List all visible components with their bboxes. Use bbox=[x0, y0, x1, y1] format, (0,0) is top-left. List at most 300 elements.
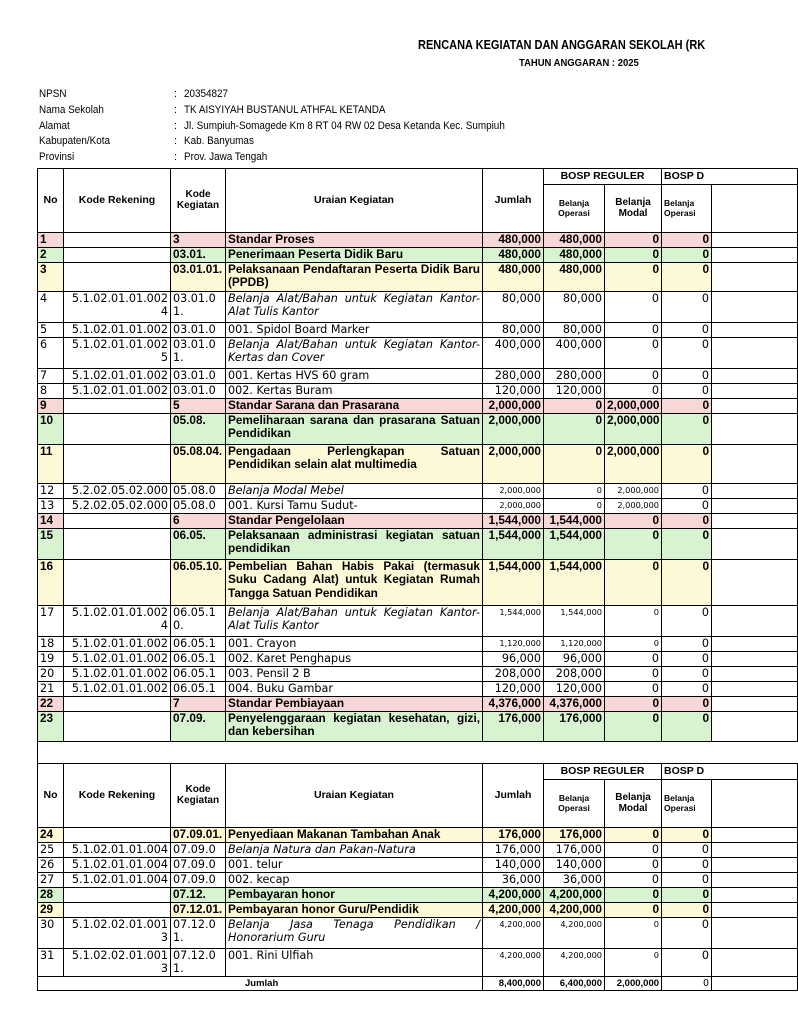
cell-uraian: 001. Kertas HVS 60 gram bbox=[226, 369, 483, 384]
cell-no: 27 bbox=[38, 873, 64, 888]
cell-belanja-operasi: 280,000 bbox=[544, 369, 605, 384]
cell-belanja-operasi: 208,000 bbox=[544, 667, 605, 682]
cell-belanja-modal: 0 bbox=[605, 606, 662, 637]
cell-kode-kegiatan: 06.05.1 0. bbox=[171, 606, 226, 637]
table-row bbox=[38, 323, 798, 338]
cell-bosp-d: 0 bbox=[662, 949, 712, 977]
cell-bosp-d: 0 bbox=[662, 233, 712, 248]
cell-uraian: Pelaksanaan administrasi kegiatan satuan pendidikan bbox=[226, 529, 483, 560]
table-row bbox=[38, 652, 798, 667]
info-nama: Nama Sekolah : TK AISYIYAH BUSTANUL ATHFAL KETANDA bbox=[39, 103, 386, 116]
table-body bbox=[38, 169, 798, 991]
cell-no: 1 bbox=[38, 233, 64, 248]
cell-kode-rekening bbox=[64, 414, 171, 445]
table-row bbox=[38, 529, 798, 560]
cell-belanja-operasi: 0 bbox=[544, 414, 605, 445]
cell-jumlah: 480,000 bbox=[483, 263, 544, 292]
cell-belanja-modal: 0 bbox=[605, 560, 662, 606]
info-kabupaten: Kabupaten/Kota : Kab. Banyumas bbox=[39, 135, 254, 148]
cell-belanja-modal: 2,000,000 bbox=[605, 445, 662, 484]
col-no-header: No bbox=[38, 764, 64, 828]
col-jumlah-header: Jumlah bbox=[483, 764, 544, 828]
cell-kode-kegiatan: 07.09.01. bbox=[171, 828, 226, 843]
cell-kode-rekening bbox=[64, 560, 171, 606]
table-row bbox=[38, 514, 798, 529]
cell-kode-kegiatan: 06.05.10. bbox=[171, 560, 226, 606]
cell-uraian: 002. Karet Penghapus bbox=[226, 652, 483, 667]
cell-kode-rekening bbox=[64, 233, 171, 248]
cell-bosp-d: 0 bbox=[662, 529, 712, 560]
cell-bosp-d: 0 bbox=[662, 445, 712, 484]
col-bosp-d-operasi-header: Belanja Operasi bbox=[662, 185, 712, 233]
cell-kode-rekening bbox=[64, 248, 171, 263]
cell-bosp-d: 0 bbox=[662, 873, 712, 888]
cell-kode-rekening bbox=[64, 903, 171, 918]
total-label: Jumlah bbox=[38, 976, 483, 990]
cell-belanja-modal: 0 bbox=[605, 903, 662, 918]
cell-bosp-d: 0 bbox=[662, 697, 712, 712]
cell-uraian: Penyediaan Makanan Tambahan Anak bbox=[226, 828, 483, 843]
cell-belanja-modal: 0 bbox=[605, 667, 662, 682]
col-uraian-header: Uraian Kegiatan bbox=[226, 169, 483, 233]
cell-belanja-operasi: 1,544,000 bbox=[544, 529, 605, 560]
cell-kode-rekening: 5.1.02.01.01.002 5 bbox=[64, 338, 171, 369]
cell-uraian: Standar Pembiayaan bbox=[226, 697, 483, 712]
cell-belanja-modal: 0 bbox=[605, 637, 662, 652]
table-row bbox=[38, 828, 798, 843]
cell-kode-rekening: 5.2.02.05.02.000 bbox=[64, 484, 171, 499]
table-row bbox=[38, 873, 798, 888]
cell-kode-kegiatan: 5 bbox=[171, 399, 226, 414]
cell-belanja-operasi: 480,000 bbox=[544, 263, 605, 292]
cell-no: 19 bbox=[38, 652, 64, 667]
table-row bbox=[38, 843, 798, 858]
cell-kode-kegiatan: 06.05.1 bbox=[171, 682, 226, 697]
cell-belanja-modal: 0 bbox=[605, 697, 662, 712]
cell-kode-kegiatan: 07.09.0 bbox=[171, 843, 226, 858]
cell-belanja-operasi: 4,200,000 bbox=[544, 918, 605, 949]
cell-no: 24 bbox=[38, 828, 64, 843]
cell-jumlah: 2,000,000 bbox=[483, 399, 544, 414]
cell-belanja-operasi: 1,544,000 bbox=[544, 560, 605, 606]
cell-belanja-operasi: 4,200,000 bbox=[544, 888, 605, 903]
cell-bosp-d: 0 bbox=[662, 338, 712, 369]
cell-no: 14 bbox=[38, 514, 64, 529]
cell-no: 31 bbox=[38, 949, 64, 977]
cell-jumlah: 2,000,000 bbox=[483, 414, 544, 445]
total-belanja-modal: 2,000,000 bbox=[605, 976, 662, 990]
cell-belanja-modal: 0 bbox=[605, 369, 662, 384]
cell-bosp-d: 0 bbox=[662, 828, 712, 843]
cell-kode-rekening: 5.1.02.01.01.002 bbox=[64, 667, 171, 682]
cell-uraian: 003. Pensil 2 B bbox=[226, 667, 483, 682]
cell-bosp-d: 0 bbox=[662, 514, 712, 529]
cell-jumlah: 280,000 bbox=[483, 369, 544, 384]
col-kode-kegiatan-header: Kode Kegiatan bbox=[171, 169, 226, 233]
cell-uraian: Standar Pengelolaan bbox=[226, 514, 483, 529]
cell-kode-rekening: 5.1.02.01.01.004 bbox=[64, 873, 171, 888]
cell-jumlah: 120,000 bbox=[483, 682, 544, 697]
table-row bbox=[38, 499, 798, 514]
cell-bosp-d: 0 bbox=[662, 637, 712, 652]
cell-kode-rekening: 5.1.02.02.01.001 3 bbox=[64, 918, 171, 949]
cell-bosp-d: 0 bbox=[662, 414, 712, 445]
cell-kode-rekening: 5.1.02.01.01.002 4 bbox=[64, 606, 171, 637]
cell-uraian: Pelaksanaan Pendaftaran Peserta Didik Baru (PPDB) bbox=[226, 263, 483, 292]
cell-belanja-operasi: 1,544,000 bbox=[544, 606, 605, 637]
col-jumlah-header: Jumlah bbox=[483, 169, 544, 233]
cell-kode-rekening bbox=[64, 263, 171, 292]
cell-belanja-operasi: 1,544,000 bbox=[544, 514, 605, 529]
cell-no: 23 bbox=[38, 712, 64, 742]
cell-no: 22 bbox=[38, 697, 64, 712]
cell-belanja-modal: 0 bbox=[605, 682, 662, 697]
cell-no: 3 bbox=[38, 263, 64, 292]
cell-uraian: 001. Spidol Board Marker bbox=[226, 323, 483, 338]
cell-kode-rekening: 5.1.02.01.01.002 bbox=[64, 384, 171, 399]
budget-table bbox=[37, 168, 798, 991]
info-alamat: Alamat : Jl. Sumpiuh-Somagede Km 8 RT 04 RW 02 Desa Ketanda Kec. Sumpiuh bbox=[39, 119, 505, 132]
cell-belanja-modal: 0 bbox=[605, 652, 662, 667]
cell-jumlah: 120,000 bbox=[483, 384, 544, 399]
cell-kode-rekening: 5.1.02.01.01.004 bbox=[64, 858, 171, 873]
cell-belanja-operasi: 4,376,000 bbox=[544, 697, 605, 712]
cell-uraian: Belanja Alat/Bahan untuk Kegiatan Kantor-Alat Tulis Kantor bbox=[226, 606, 483, 637]
cell-bosp-d: 0 bbox=[662, 369, 712, 384]
cell-uraian: Penyelenggaraan kegiatan kesehatan, gizi, dan kebersihan bbox=[226, 712, 483, 742]
cell-no: 13 bbox=[38, 499, 64, 514]
cell-jumlah: 176,000 bbox=[483, 712, 544, 742]
cell-kode-kegiatan: 7 bbox=[171, 697, 226, 712]
cell-bosp-d: 0 bbox=[662, 888, 712, 903]
table-page-gap bbox=[38, 742, 798, 764]
cell-uraian: Pembelian Bahan Habis Pakai (termasuk Suku Cadang Alat) untuk Kegiatan Rumah Tangga Satuan Pendidikan bbox=[226, 560, 483, 606]
col-kode-rekening-header: Kode Rekening bbox=[64, 764, 171, 828]
cell-kode-kegiatan: 07.12.01. bbox=[171, 903, 226, 918]
cell-kode-rekening: 5.1.02.01.01.004 bbox=[64, 843, 171, 858]
cell-jumlah: 4,200,000 bbox=[483, 888, 544, 903]
cell-no: 16 bbox=[38, 560, 64, 606]
cell-belanja-operasi: 0 bbox=[544, 484, 605, 499]
cell-kode-rekening bbox=[64, 399, 171, 414]
cell-belanja-operasi: 480,000 bbox=[544, 248, 605, 263]
col-bosp-d-header: BOSP D bbox=[662, 169, 798, 185]
cell-jumlah: 480,000 bbox=[483, 248, 544, 263]
info-provinsi: Provinsi : Prov. Jawa Tengah bbox=[39, 151, 268, 164]
cell-jumlah: 2,000,000 bbox=[483, 499, 544, 514]
cell-kode-kegiatan: 03.01.0 bbox=[171, 369, 226, 384]
cell-belanja-modal: 0 bbox=[605, 712, 662, 742]
cell-belanja-modal: 0 bbox=[605, 338, 662, 369]
cell-kode-kegiatan: 03.01.01. bbox=[171, 263, 226, 292]
cell-belanja-operasi: 36,000 bbox=[544, 873, 605, 888]
table-row bbox=[38, 712, 798, 742]
cell-jumlah: 4,376,000 bbox=[483, 697, 544, 712]
cell-jumlah: 80,000 bbox=[483, 323, 544, 338]
cell-belanja-operasi: 96,000 bbox=[544, 652, 605, 667]
cell-belanja-operasi: 4,200,000 bbox=[544, 903, 605, 918]
cell-belanja-modal: 0 bbox=[605, 323, 662, 338]
cell-no: 2 bbox=[38, 248, 64, 263]
table-row bbox=[38, 682, 798, 697]
cell-belanja-operasi: 0 bbox=[544, 399, 605, 414]
table-row bbox=[38, 697, 798, 712]
cell-kode-kegiatan: 07.09.0 bbox=[171, 873, 226, 888]
table-row bbox=[38, 445, 798, 484]
cell-kode-rekening bbox=[64, 514, 171, 529]
cell-jumlah: 1,544,000 bbox=[483, 529, 544, 560]
cell-kode-kegiatan: 07.09.0 bbox=[171, 858, 226, 873]
cell-belanja-modal: 2,000,000 bbox=[605, 399, 662, 414]
table-header-row bbox=[38, 169, 798, 185]
cell-kode-rekening bbox=[64, 529, 171, 560]
cell-kode-rekening: 5.1.02.02.01.001 3 bbox=[64, 949, 171, 977]
cell-uraian: Belanja Modal Mebel bbox=[226, 484, 483, 499]
table-row bbox=[38, 560, 798, 606]
cell-kode-rekening: 5.1.02.01.01.002 bbox=[64, 682, 171, 697]
cell-kode-kegiatan: 06.05.1 bbox=[171, 652, 226, 667]
cell-belanja-modal: 0 bbox=[605, 233, 662, 248]
cell-bosp-d: 0 bbox=[662, 682, 712, 697]
cell-uraian: 001. Crayon bbox=[226, 637, 483, 652]
table-row bbox=[38, 606, 798, 637]
cell-kode-kegiatan: 03.01.0 bbox=[171, 323, 226, 338]
cell-kode-rekening: 5.1.02.01.01.002 bbox=[64, 652, 171, 667]
cell-bosp-d: 0 bbox=[662, 606, 712, 637]
cell-no: 25 bbox=[38, 843, 64, 858]
cell-bosp-d: 0 bbox=[662, 667, 712, 682]
table-row bbox=[38, 369, 798, 384]
cell-belanja-operasi: 0 bbox=[544, 445, 605, 484]
cell-belanja-modal: 2,000,000 bbox=[605, 414, 662, 445]
cell-belanja-operasi: 140,000 bbox=[544, 858, 605, 873]
budget-table-viewport bbox=[37, 168, 720, 989]
cell-uraian: 002. Kertas Buram bbox=[226, 384, 483, 399]
cell-bosp-d: 0 bbox=[662, 384, 712, 399]
cell-jumlah: 1,120,000 bbox=[483, 637, 544, 652]
cell-jumlah: 400,000 bbox=[483, 338, 544, 369]
cell-belanja-modal: 0 bbox=[605, 514, 662, 529]
cell-no: 5 bbox=[38, 323, 64, 338]
table-row bbox=[38, 888, 798, 903]
cell-bosp-d: 0 bbox=[662, 263, 712, 292]
table-row bbox=[38, 858, 798, 873]
cell-jumlah: 176,000 bbox=[483, 828, 544, 843]
cell-bosp-d: 0 bbox=[662, 399, 712, 414]
cell-belanja-operasi: 176,000 bbox=[544, 828, 605, 843]
cell-no: 11 bbox=[38, 445, 64, 484]
cell-kode-rekening bbox=[64, 445, 171, 484]
table-row bbox=[38, 414, 798, 445]
cell-bosp-d: 0 bbox=[662, 843, 712, 858]
col-kode-kegiatan-header: Kode Kegiatan bbox=[171, 764, 226, 828]
cell-bosp-d: 0 bbox=[662, 323, 712, 338]
cell-kode-rekening: 5.1.02.01.01.002 bbox=[64, 369, 171, 384]
cell-jumlah: 1,544,000 bbox=[483, 560, 544, 606]
cell-kode-kegiatan: 05.08.04. bbox=[171, 445, 226, 484]
col-bosp-d-header: BOSP D bbox=[662, 764, 798, 780]
cell-no: 17 bbox=[38, 606, 64, 637]
cell-belanja-modal: 0 bbox=[605, 248, 662, 263]
cell-kode-rekening bbox=[64, 828, 171, 843]
cell-uraian: Pengadaan Perlengkapan Satuan Pendidikan selain alat multimedia bbox=[226, 445, 483, 484]
cell-uraian: 002. kecap bbox=[226, 873, 483, 888]
cell-uraian: 001. Rini Ulfiah bbox=[226, 949, 483, 977]
table-row bbox=[38, 637, 798, 652]
table-row bbox=[38, 949, 798, 977]
cell-no: 8 bbox=[38, 384, 64, 399]
col-bosp-reguler-header: BOSP REGULER bbox=[544, 169, 662, 185]
cell-belanja-operasi: 480,000 bbox=[544, 233, 605, 248]
cell-uraian: Belanja Jasa Tenaga Pendidikan / Honorarium Guru bbox=[226, 918, 483, 949]
table-row bbox=[38, 484, 798, 499]
cell-uraian: 004. Buku Gambar bbox=[226, 682, 483, 697]
table-row bbox=[38, 263, 798, 292]
cell-belanja-operasi: 400,000 bbox=[544, 338, 605, 369]
cell-jumlah: 80,000 bbox=[483, 292, 544, 323]
cell-kode-kegiatan: 06.05. bbox=[171, 529, 226, 560]
cell-belanja-modal: 0 bbox=[605, 918, 662, 949]
cell-belanja-modal: 0 bbox=[605, 888, 662, 903]
cell-jumlah: 36,000 bbox=[483, 873, 544, 888]
cell-jumlah: 4,200,000 bbox=[483, 903, 544, 918]
cell-uraian: 001. telur bbox=[226, 858, 483, 873]
cell-no: 6 bbox=[38, 338, 64, 369]
cell-bosp-d: 0 bbox=[662, 858, 712, 873]
col-no-header: No bbox=[38, 169, 64, 233]
cell-kode-rekening: 5.1.02.01.01.002 4 bbox=[64, 292, 171, 323]
cell-kode-kegiatan: 07.12. bbox=[171, 888, 226, 903]
cell-kode-kegiatan: 05.08.0 bbox=[171, 499, 226, 514]
cell-belanja-operasi: 176,000 bbox=[544, 843, 605, 858]
table-row bbox=[38, 903, 798, 918]
cell-uraian: Belanja Alat/Bahan untuk Kegiatan Kantor-Alat Tulis Kantor bbox=[226, 292, 483, 323]
cell-no: 9 bbox=[38, 399, 64, 414]
cell-belanja-operasi: 0 bbox=[544, 499, 605, 514]
cell-kode-kegiatan: 6 bbox=[171, 514, 226, 529]
cell-jumlah: 140,000 bbox=[483, 858, 544, 873]
cell-jumlah: 2,000,000 bbox=[483, 484, 544, 499]
table-row bbox=[38, 338, 798, 369]
cell-kode-rekening: 5.2.02.05.02.000 bbox=[64, 499, 171, 514]
cell-bosp-d: 0 bbox=[662, 712, 712, 742]
cell-kode-kegiatan: 07.12.0 1. bbox=[171, 918, 226, 949]
cell-belanja-modal: 0 bbox=[605, 873, 662, 888]
cell-belanja-modal: 0 bbox=[605, 858, 662, 873]
cell-no: 21 bbox=[38, 682, 64, 697]
cell-kode-rekening bbox=[64, 712, 171, 742]
cell-jumlah: 480,000 bbox=[483, 233, 544, 248]
cell-kode-kegiatan: 05.08.0 bbox=[171, 484, 226, 499]
table-row bbox=[38, 233, 798, 248]
col-bosp-d-operasi-header: Belanja Operasi bbox=[662, 780, 712, 828]
cell-uraian: 001. Kursi Tamu Sudut- bbox=[226, 499, 483, 514]
school-info bbox=[39, 87, 540, 166]
cell-bosp-d: 0 bbox=[662, 918, 712, 949]
cell-jumlah: 4,200,000 bbox=[483, 949, 544, 977]
cell-kode-kegiatan: 03.01.0 1. bbox=[171, 292, 226, 323]
cell-kode-kegiatan: 03.01.0 1. bbox=[171, 338, 226, 369]
cell-no: 7 bbox=[38, 369, 64, 384]
cell-jumlah: 1,544,000 bbox=[483, 514, 544, 529]
cell-belanja-operasi: 1,120,000 bbox=[544, 637, 605, 652]
cell-belanja-operasi: 80,000 bbox=[544, 323, 605, 338]
cell-bosp-d: 0 bbox=[662, 652, 712, 667]
cell-uraian: Standar Sarana dan Prasarana bbox=[226, 399, 483, 414]
cell-kode-kegiatan: 3 bbox=[171, 233, 226, 248]
cell-no: 28 bbox=[38, 888, 64, 903]
info-npsn: NPSN : 20354827 bbox=[39, 88, 229, 100]
total-belanja-operasi: 6,400,000 bbox=[544, 976, 605, 990]
cell-uraian: Pemeliharaan sarana dan prasarana Satuan Pendidikan bbox=[226, 414, 483, 445]
cell-belanja-modal: 0 bbox=[605, 828, 662, 843]
table-row bbox=[38, 399, 798, 414]
cell-belanja-operasi: 120,000 bbox=[544, 384, 605, 399]
cell-kode-kegiatan: 07.09. bbox=[171, 712, 226, 742]
cell-no: 10 bbox=[38, 414, 64, 445]
document-title: RENCANA KEGIATAN DAN ANGGARAN SEKOLAH (RK bbox=[418, 38, 706, 52]
cell-no: 26 bbox=[38, 858, 64, 873]
col-belanja-modal-header: Belanja Modal bbox=[605, 185, 662, 233]
cell-belanja-operasi: 120,000 bbox=[544, 682, 605, 697]
document-subtitle: TAHUN ANGGARAN : 2025 bbox=[519, 57, 639, 69]
total-bosp-d: 0 bbox=[662, 976, 712, 990]
cell-belanja-operasi: 4,200,000 bbox=[544, 949, 605, 977]
cell-uraian: Pembayaran honor bbox=[226, 888, 483, 903]
col-uraian-header: Uraian Kegiatan bbox=[226, 764, 483, 828]
cell-uraian: Belanja Alat/Bahan untuk Kegiatan Kantor-Kertas dan Cover bbox=[226, 338, 483, 369]
cell-bosp-d: 0 bbox=[662, 484, 712, 499]
cell-bosp-d: 0 bbox=[662, 560, 712, 606]
cell-jumlah: 2,000,000 bbox=[483, 445, 544, 484]
col-belanja-operasi-header: Belanja Operasi bbox=[544, 780, 605, 828]
cell-kode-kegiatan: 07.12.0 1. bbox=[171, 949, 226, 977]
col-bosp-reguler-header: BOSP REGULER bbox=[544, 764, 662, 780]
col-belanja-modal-header: Belanja Modal bbox=[605, 780, 662, 828]
table-row bbox=[38, 292, 798, 323]
cell-no: 12 bbox=[38, 484, 64, 499]
cell-kode-rekening bbox=[64, 888, 171, 903]
table-row bbox=[38, 248, 798, 263]
cell-kode-kegiatan: 06.05.1 bbox=[171, 667, 226, 682]
cell-jumlah: 1,544,000 bbox=[483, 606, 544, 637]
table-row bbox=[38, 918, 798, 949]
cell-no: 20 bbox=[38, 667, 64, 682]
cell-kode-kegiatan: 06.05.1 bbox=[171, 637, 226, 652]
total-row bbox=[38, 976, 798, 990]
cell-jumlah: 96,000 bbox=[483, 652, 544, 667]
cell-no: 30 bbox=[38, 918, 64, 949]
cell-uraian: Standar Proses bbox=[226, 233, 483, 248]
col-belanja-operasi-header: Belanja Operasi bbox=[544, 185, 605, 233]
cell-jumlah: 4,200,000 bbox=[483, 918, 544, 949]
total-jumlah: 8,400,000 bbox=[483, 976, 544, 990]
cell-belanja-modal: 0 bbox=[605, 263, 662, 292]
cell-jumlah: 176,000 bbox=[483, 843, 544, 858]
cell-no: 29 bbox=[38, 903, 64, 918]
cell-belanja-modal: 2,000,000 bbox=[605, 484, 662, 499]
cell-belanja-modal: 0 bbox=[605, 384, 662, 399]
cell-bosp-d: 0 bbox=[662, 248, 712, 263]
cell-belanja-modal: 0 bbox=[605, 949, 662, 977]
cell-jumlah: 208,000 bbox=[483, 667, 544, 682]
cell-uraian: Penerimaan Peserta Didik Baru bbox=[226, 248, 483, 263]
cell-belanja-modal: 0 bbox=[605, 292, 662, 323]
table-row bbox=[38, 384, 798, 399]
col-kode-rekening-header: Kode Rekening bbox=[64, 169, 171, 233]
cell-belanja-modal: 2,000,000 bbox=[605, 499, 662, 514]
cell-belanja-operasi: 176,000 bbox=[544, 712, 605, 742]
